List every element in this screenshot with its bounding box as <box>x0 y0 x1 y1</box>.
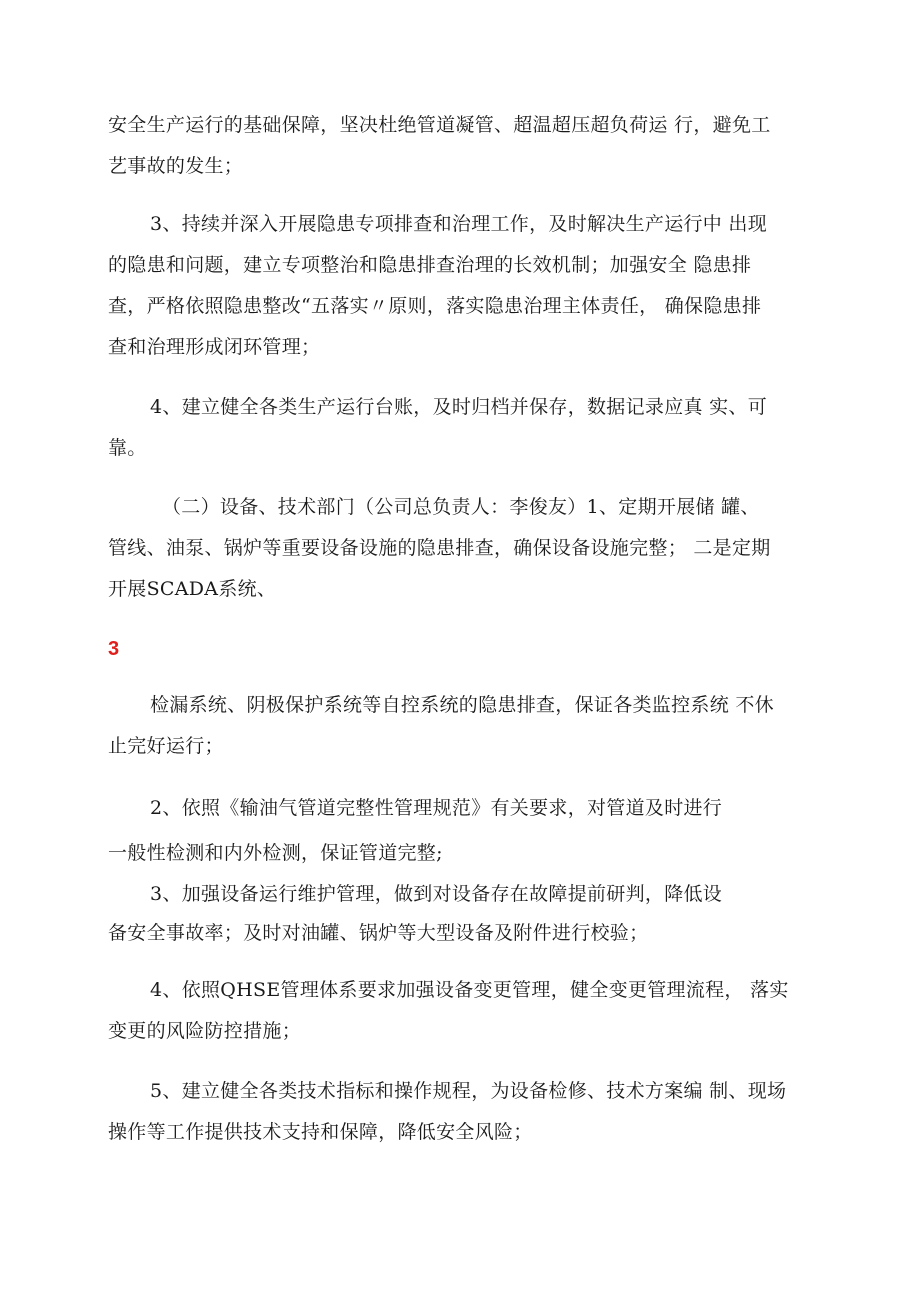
text-line: 5、建立健全各类技术指标和操作规程，为设备检修、技术方案编 制、现场 <box>150 1080 787 1102</box>
text-line: 艺事故的发生； <box>108 155 244 177</box>
text-line: 2、依照《输油气管道完整性管理规范》有关要求，对管道及时进行 <box>150 797 723 819</box>
page-number: 3 <box>108 638 120 660</box>
text-line: 查和治理形成闭环管理； <box>108 336 321 358</box>
text-line: 备安全事故率；及时对油罐、锅炉等大型设备及附件进行校验； <box>108 922 649 944</box>
text-line: 管线、油泵、锅炉等重要设备设施的隐患排查，确保设备设施完整； 二是定期 <box>108 537 771 559</box>
text-line: 变更的风险防控措施； <box>108 1020 302 1042</box>
text-line: 安全生产运行的基础保障，坚决杜绝管道凝管、超温超压超负荷运 行，避免工 <box>108 114 771 136</box>
text-line: 操作等工作提供技术支持和保障，降低安全风险； <box>108 1121 533 1143</box>
text-line: 查，严格依照隐患整改“五落实〃原则，落实隐患治理主体责任， 确保隐患排 <box>108 295 762 317</box>
text-line: 4、建立健全各类生产运行台账，及时归档并保存，数据记录应真 实、可 <box>150 396 768 418</box>
text-line: 检漏系统、阴极保护系统等自控系统的隐患排查，保证各类监控系统 不休 <box>150 694 774 716</box>
text-line: 4、依照QHSE管理体系要求加强设备变更管理，健全变更管理流程， 落实 <box>150 979 789 1001</box>
text-line: （二）设备、技术部门（公司总负责人：李俊友）1、定期开展储 罐、 <box>162 496 760 518</box>
text-line: 3、持续并深入开展隐患专项排查和治理工作，及时解决生产运行中 出现 <box>150 213 768 235</box>
text-line: 3、加强设备运行维护管理，做到对设备存在故障提前研判，降低设 <box>150 883 723 905</box>
text-line: 止完好运行； <box>108 735 224 757</box>
text-line: 靠。 <box>108 437 147 459</box>
text-line: 的隐患和问题，建立专项整治和隐患排查治理的长效机制；加强安全 隐患排 <box>108 254 752 276</box>
text-line: 一般性检测和内外检测，保证管道完整; <box>108 842 443 864</box>
text-line: 开展SCADA系统、 <box>108 578 277 600</box>
